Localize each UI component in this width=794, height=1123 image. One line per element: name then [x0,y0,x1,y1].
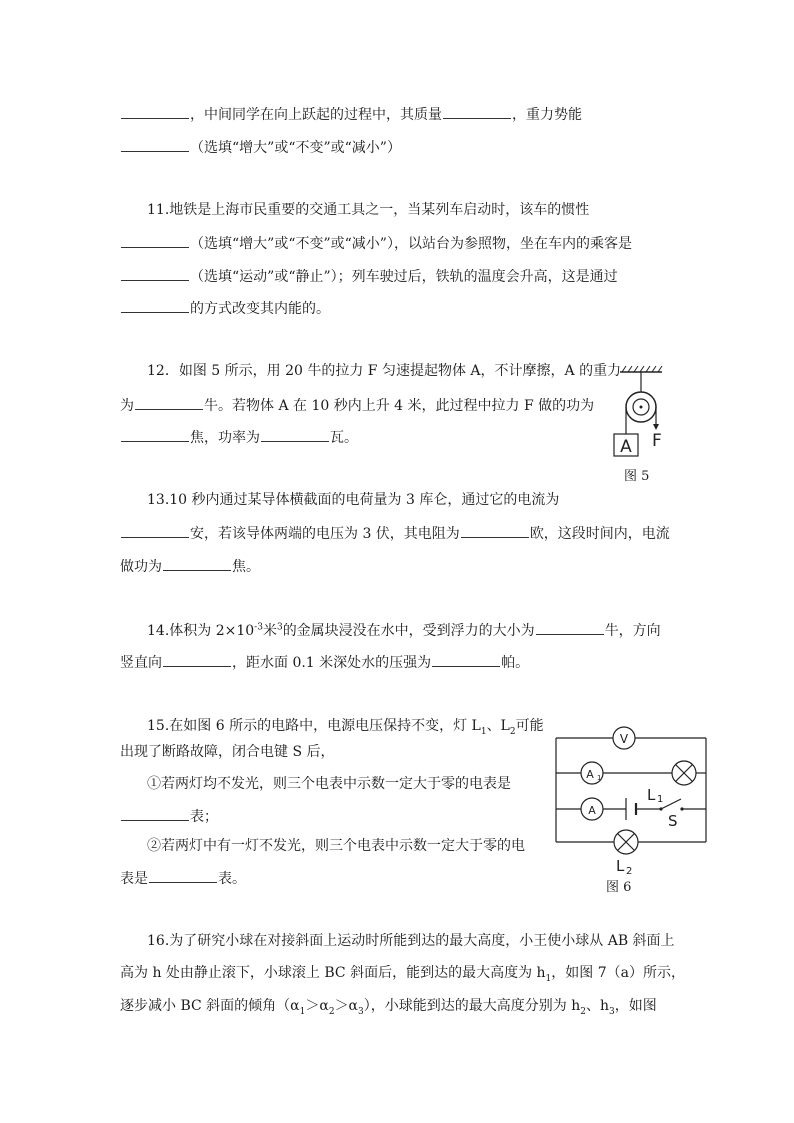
switch-lever [661,799,681,809]
q13-line-3: 做功为 焦。 [120,555,260,577]
switch-label: S [668,812,678,830]
q15-line-1: 15.在如图 6 所示的电路中，电源电压保持不变，灯 $L_1$、$L_2$可能 [147,718,544,737]
answer-blank[interactable] [121,265,189,281]
figure-6-circuit-diagram [550,725,712,877]
q15-line-4: 表； [120,805,218,827]
answer-blank[interactable] [163,651,231,667]
q10-line-2: （选填“增大”或“不变”或“减小”） [120,136,401,158]
answer-blank[interactable] [536,619,604,635]
q16-line-1: 16.为了研究小球在对接斜面上运动时所能到达的最大高度，小王使小球从 AB 斜面上 [147,933,675,949]
figure-5-pulley-diagram [600,364,670,464]
answer-blank[interactable] [121,103,189,119]
q16-line-3: 逐步减小 BC 斜面的倾角$(\alpha_1>\alpha_2>\alpha_3)$，小球能到达的最大高度分别为 $h_2$、$h_3$，如图 [120,998,657,1017]
q15-line-6: 表是 表。 [120,867,246,889]
q11-line-1: 11.地铁是上海市民重要的交通工具之一，当某列车启动时，该车的惯性 [147,202,590,218]
lamp-l1-subscript: 1 [657,794,664,805]
q15-line-5: ②若两灯中有一灯不发光，则三个电表中示数一定大于零的电 [147,838,525,854]
answer-blank[interactable] [121,136,189,152]
q15-line-3: ①若两灯均不发光，则三个电表中示数一定大于零的电表是 [147,776,511,792]
q14-line-1: 14.体积为 $2\times 10^{-3}$米$^3$的金属块浸没在水中，受到浮力的大小为 牛，方向 [147,619,661,641]
answer-blank[interactable] [461,522,529,538]
answer-blank[interactable] [121,426,189,442]
answer-blank[interactable] [261,426,329,442]
q12-line-3: 焦，功率为 瓦。 [120,426,358,448]
figure-6-caption: 图 6 [606,880,632,895]
q11-line-4: 的方式改变其内能的。 [120,297,330,319]
q15-line-2: 出现了断路故障，闭合电键 S 后， [120,744,335,760]
q12-line-2: 为 牛。若物体 A 在 10 秒内上升 4 米，此过程中拉力 F 做的功为 [120,394,594,416]
voltmeter-label: V [619,732,629,746]
answer-blank[interactable] [163,555,231,571]
ammeter-a-label: A [588,804,596,817]
figure-5-caption: 图 5 [624,469,650,484]
answer-blank[interactable] [121,805,189,821]
q10-line-1: ，中间同学在向上跃起的过程中，其质量 ，重力势能 [120,103,582,125]
answer-blank[interactable] [121,522,189,538]
answer-blank[interactable] [443,103,511,119]
block-a-label: A [620,437,632,457]
answer-blank[interactable] [432,651,500,667]
lamp-l1-label: L [647,786,656,804]
ammeter-a1-subscript: 1 [597,774,602,782]
answer-blank[interactable] [121,297,189,313]
q11-line-2: （选填“增大”或“不变”或“减小”），以站台为参照物，坐在车内的乘客是 [120,232,632,254]
force-arrow-icon [653,424,659,430]
answer-blank[interactable] [149,867,217,883]
q14-line-2: 竖直向 ，距水面 0.1 米深处水的压强为 帕。 [120,651,529,673]
q13-line-1: 13.10 秒内通过某导体横截面的电荷量为 3 库仑，通过它的电流为 [147,492,560,508]
ceiling-hatch [622,366,662,372]
answer-blank[interactable] [121,232,189,248]
answer-blank[interactable] [135,394,203,410]
q12-line-1: 12．如图 5 所示，用 20 牛的拉力 F 匀速提起物体 A，不计摩擦，A 的重力 [147,363,622,379]
q11-line-3: （选填“运动”或“静止”）；列车驶过后，铁轨的温度会升高，这是通过 [120,265,618,287]
lamp-l2-label: L [616,857,625,875]
lamp-l2-subscript: 2 [626,866,633,877]
q13-line-2: 安，若该导体两端的电压为 3 伏，其电阻为 欧，这段时间内，电流 [120,522,670,544]
ammeter-a1-label: A [586,768,594,781]
force-label: F [652,431,662,451]
q16-line-2: 高为 h 处由静止滚下，小球滚上 BC 斜面后，能到达的最大高度为 $h_1$，如图 7（a）所示， [120,965,685,984]
